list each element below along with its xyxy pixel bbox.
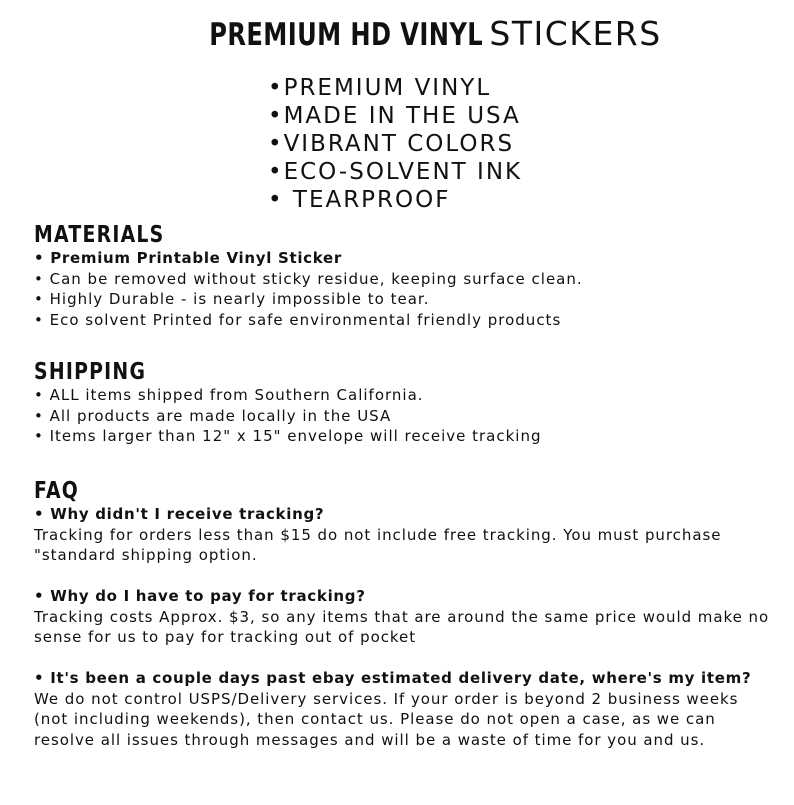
shipping-heading: SHIPPING <box>34 359 147 385</box>
shipping-section <box>34 359 542 447</box>
materials-item: • Premium Printable Vinyl Sticker <box>34 249 343 267</box>
faq-question: • Why do I have to pay for tracking? <box>34 587 366 605</box>
faq-question: • Why didn't I receive tracking? <box>34 505 325 523</box>
materials-item: • Can be removed without sticky residue, keeping surface clean. <box>34 269 583 288</box>
faq-entry <box>34 668 774 750</box>
title-bold: PREMIUM HD VINYL <box>209 17 484 53</box>
materials-item: • Eco solvent Printed for safe environmental friendly products <box>34 310 562 329</box>
feature-list <box>268 74 522 214</box>
faq-section <box>34 478 774 771</box>
materials-section <box>34 222 583 330</box>
faq-answer: We do not control USPS/Delivery services. If your order is beyond 2 business weeks (not including weekends), then contact us. Please do not open a case, as we can resolve all issues through messages and will be a waste of time for you and us. <box>34 689 739 749</box>
shipping-item: • ALL items shipped from Southern California. <box>34 386 424 404</box>
materials-heading: MATERIALS <box>34 222 165 248</box>
faq-entry <box>34 504 774 566</box>
faq-answer: Tracking costs Approx. $3, so any items that are around the same price would make no sense for us to pay for tracking out of pocket <box>34 607 770 646</box>
faq-answer: Tracking for orders less than $15 do not include free tracking. You must purchase "standard shipping option. <box>34 525 722 564</box>
faq-entry <box>34 586 774 648</box>
shipping-item: • All products are made locally in the USA <box>34 406 392 425</box>
feature-item: • PREMIUM VINYL <box>268 74 522 102</box>
feature-item: • VIBRANT COLORS <box>268 130 522 158</box>
page-title <box>0 12 794 57</box>
shipping-item: • Items larger than 12" x 15" envelope will receive tracking <box>34 427 542 445</box>
faq-heading: FAQ <box>34 478 80 504</box>
materials-item: • Highly Durable - is nearly impossible to tear. <box>34 290 430 308</box>
feature-item: • ECO-SOLVENT INK <box>268 158 522 186</box>
title-light: STICKERS <box>489 14 662 53</box>
faq-question: • It's been a couple days past ebay estimated delivery date, where's my item? <box>34 669 752 687</box>
feature-item: • TEARPROOF <box>268 186 522 214</box>
feature-item: • MADE IN THE USA <box>268 102 522 130</box>
